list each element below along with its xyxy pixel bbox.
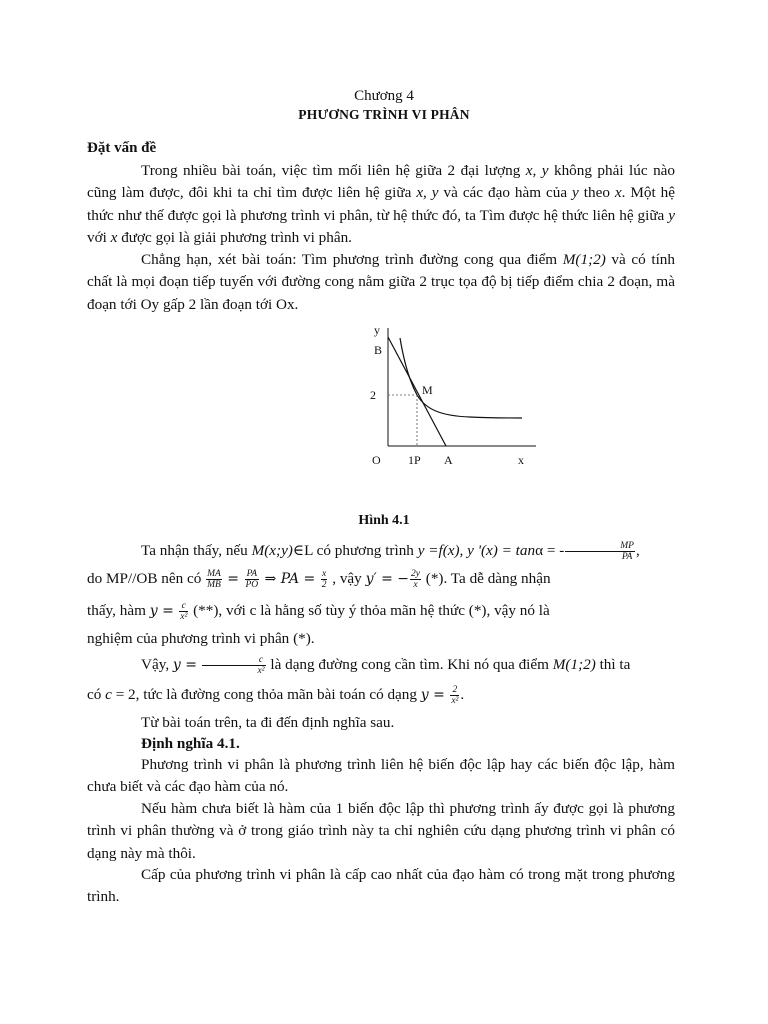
derivation-line-3: thấy, hàm y = $\frac{c}{\text{x²}}$ (**), với c là hằng số tùy ý thỏa mãn hệ thức (*), vậy nó là	[87, 601, 550, 623]
chapter-number: Chương 4	[354, 88, 414, 104]
definition-paragraph-3: Cấp của phương trình vi phân là cấp cao nhất của đạo hàm có trong mặt trong phương trình.	[87, 866, 675, 906]
fig-label-m: M	[422, 383, 433, 397]
definition-paragraph-2: Nếu hàm chưa biết là hàm của 1 biến độc lập thì phương trình ấy được gọi là phương trình vi phân thường và ở trong giáo trình này ta chỉ nghiên cứu dạng phương trình vi phân có dạng này mà thôi.	[87, 800, 675, 862]
derivation-line-4: nghiệm của phương trình vi phân (*).	[87, 630, 315, 647]
fraction-2-x2: $\frac{2}{\text{x²}}$	[451, 685, 459, 707]
fraction-c-x2: $\frac{c}{\text{x²}}$	[180, 601, 188, 623]
fig-label-y: y	[374, 323, 380, 337]
intro-paragraph-2: Chẳng hạn, xét bài toán: Tìm phương trình đường cong qua điểm M(1;2) và có tính chất là mọi đoạn tiếp tuyến với đường cong nằm giữa 2 trục tọa độ bị tiếp điểm chia 2 đoạn, mà đoạn tới Oy gấp 2 lần đoạn tới Ox.	[87, 251, 675, 313]
fraction-mp-pa: $\frac{MP}{PA}$	[565, 541, 635, 562]
fraction-2y-x: $\frac{2y}{x}$	[411, 569, 420, 591]
figure-tangent-curve	[360, 322, 540, 472]
chapter-title: PHƯƠNG TRÌNH VI PHÂN	[298, 107, 470, 122]
fraction-c-x2-b: $\frac{c}{\text{x²}}$	[202, 655, 265, 676]
tangent-line	[388, 337, 446, 446]
derivation-line-1: Ta nhận thấy, nếu M(x;y)∈L có phương trình y =f(x), y '(x) = tanα = - $\frac{MP}{PA}$ ,	[141, 541, 640, 563]
fraction-pa-po: $\frac{PA}{PO}$	[245, 569, 259, 591]
intro-paragraph-1: Trong nhiều bài toán, việc tìm mối liên hệ giữa 2 đại lượng x, y không phải lúc nào cũng làm được, đôi khi ta chỉ tìm được liên hệ giữa x, y và các đạo hàm của y theo x. Một hệ thức như thế được gọi là phương trình vi phân, từ hệ thức đó, ta Tìm được hệ thức liên hệ giữa y với x được gọi là giải phương trình vi phân.	[87, 162, 675, 246]
definition-heading: Định nghĩa 4.1.	[141, 735, 240, 752]
section-title: Đặt vấn đề	[87, 140, 157, 156]
figure-caption: Hình 4.1	[358, 513, 410, 528]
fig-label-a: A	[444, 453, 453, 467]
definition-paragraph-1: Phương trình vi phân là phương trình liên hệ biến độc lập hay các biến độc lập, hàm chưa biết và các đạo hàm của nó.	[87, 756, 675, 796]
fig-label-o: O	[372, 453, 381, 467]
fraction-ma-mb: $\frac{MA}{MB}$	[207, 569, 221, 591]
fraction-x-2: $\frac{x}{2}$	[321, 569, 327, 591]
derivation-line-2: do MP//OB nên có $\frac{MA}{MB}$ = $\frac{PA}{PO}$ ⇒ PA = $\frac{x}{2}$ , vậy y′ = − $\frac{2y}{x}$ (*). Ta dễ dàng nhận	[87, 569, 551, 591]
fig-label-1p: 1P	[408, 453, 421, 467]
fig-label-b: B	[374, 343, 383, 357]
derivation-line-6: có c = 2, tức là đường cong thỏa mãn bài toán có dạng y = $\frac{2}{\text{x²}}$ .	[87, 685, 465, 707]
fig-label-2: 2	[370, 388, 376, 402]
fig-label-x: x	[518, 453, 524, 467]
derivation-line-5: Vậy, y = $\frac{c}{\text{x²}}$ là dạng đường cong cần tìm. Khi nó qua điểm M(1;2) thì ta	[141, 655, 631, 677]
definition-intro: Từ bài toán trên, ta đi đến định nghĩa sau.	[141, 714, 395, 731]
curve	[400, 338, 522, 418]
